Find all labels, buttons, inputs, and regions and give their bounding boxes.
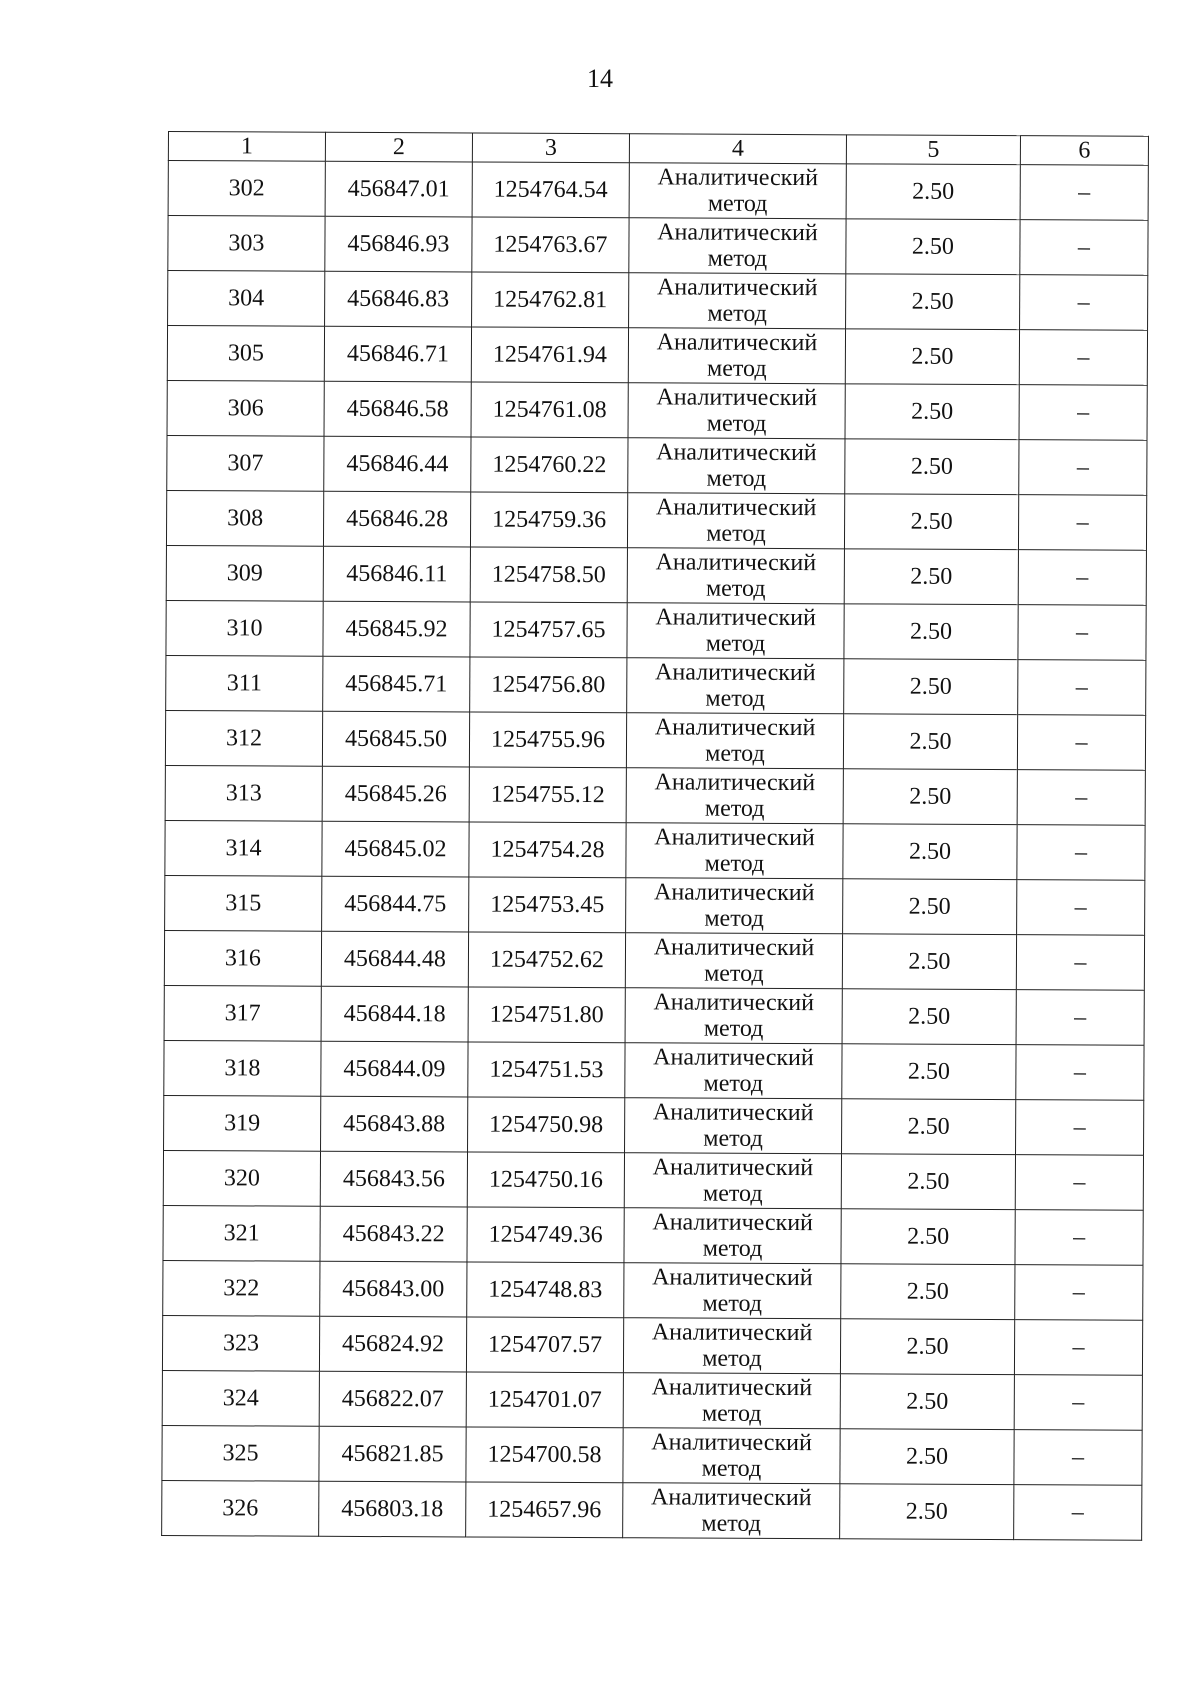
description-cell: – xyxy=(1017,770,1145,826)
method-line-2: метод xyxy=(706,465,767,492)
accuracy-cell: 2.50 xyxy=(846,164,1020,220)
x-coordinate-cell: 456847.01 xyxy=(325,161,472,217)
description-cell: – xyxy=(1014,1320,1142,1376)
point-number-cell: 302 xyxy=(168,161,325,217)
point-number-cell: 315 xyxy=(165,875,322,931)
point-number-cell: 312 xyxy=(165,710,322,766)
y-coordinate-cell: 1254757.65 xyxy=(470,602,627,658)
accuracy-cell: 2.50 xyxy=(840,1429,1014,1485)
x-coordinate-cell: 456843.88 xyxy=(321,1096,468,1152)
method-line-1: Аналитический xyxy=(653,879,815,907)
method-line-1: Аналитический xyxy=(653,934,815,962)
x-coordinate-cell: 456846.83 xyxy=(325,271,472,327)
accuracy-cell: 2.50 xyxy=(842,934,1016,990)
description-cell: – xyxy=(1015,1155,1143,1211)
table-row xyxy=(167,326,1147,386)
table-row xyxy=(168,161,1148,221)
method-line-2: метод xyxy=(703,1070,764,1097)
table-row xyxy=(162,1315,1142,1375)
method-line-2: метод xyxy=(701,1400,762,1427)
description-cell: – xyxy=(1015,1265,1143,1321)
method-line-2: метод xyxy=(701,1510,762,1537)
method-cell xyxy=(626,878,843,934)
y-coordinate-cell: 1254751.53 xyxy=(468,1042,625,1098)
table-row xyxy=(163,1205,1143,1265)
accuracy-cell: 2.50 xyxy=(843,879,1017,935)
description-cell: – xyxy=(1014,1430,1142,1486)
coordinates-table xyxy=(161,131,1149,1541)
x-coordinate-cell: 456845.92 xyxy=(323,601,470,657)
point-number-cell: 314 xyxy=(165,820,322,876)
description-cell: – xyxy=(1019,330,1147,386)
y-coordinate-cell: 1254762.81 xyxy=(472,272,629,328)
y-coordinate-cell: 1254755.96 xyxy=(469,712,626,768)
x-coordinate-cell: 456845.26 xyxy=(322,766,469,822)
accuracy-cell: 2.50 xyxy=(840,1319,1014,1375)
description-cell: – xyxy=(1018,495,1146,551)
point-number-cell: 311 xyxy=(166,655,323,711)
description-cell: – xyxy=(1020,220,1148,276)
table-row xyxy=(168,216,1148,276)
table-row xyxy=(167,380,1147,440)
table-row xyxy=(164,930,1144,990)
table-row xyxy=(164,1040,1144,1100)
point-number-cell: 319 xyxy=(164,1095,321,1151)
x-coordinate-cell: 456846.28 xyxy=(323,491,470,547)
method-line-2: метод xyxy=(705,630,766,657)
description-cell: – xyxy=(1016,935,1144,991)
method-line-2: метод xyxy=(704,960,764,987)
method-line-2: метод xyxy=(702,1345,762,1372)
method-line-1: Аналитический xyxy=(656,274,818,302)
description-cell: – xyxy=(1017,880,1145,936)
description-cell: – xyxy=(1016,1100,1144,1156)
accuracy-cell: 2.50 xyxy=(844,549,1018,605)
x-coordinate-cell: 456846.58 xyxy=(324,381,471,437)
header-col-3: 3 xyxy=(472,133,629,163)
method-cell xyxy=(627,658,844,714)
method-line-2: метод xyxy=(704,795,765,822)
method-cell xyxy=(627,493,844,549)
method-cell xyxy=(625,933,842,989)
table-row xyxy=(166,600,1146,660)
point-number-cell: 324 xyxy=(162,1370,319,1426)
x-coordinate-cell: 456845.71 xyxy=(323,656,470,712)
x-coordinate-cell: 456822.07 xyxy=(319,1371,466,1427)
description-cell: – xyxy=(1015,1210,1143,1266)
table-row xyxy=(165,875,1145,935)
point-number-cell: 321 xyxy=(163,1205,320,1261)
y-coordinate-cell: 1254764.54 xyxy=(472,162,629,218)
method-line-2: метод xyxy=(701,1455,762,1482)
header-col-1: 1 xyxy=(168,132,325,162)
method-line-1: Аналитический xyxy=(655,494,817,522)
method-cell xyxy=(625,1043,842,1099)
x-coordinate-cell: 456844.18 xyxy=(321,986,468,1042)
table-body xyxy=(162,161,1149,1541)
table-row xyxy=(166,655,1146,715)
accuracy-cell: 2.50 xyxy=(845,384,1019,440)
x-coordinate-cell: 456824.92 xyxy=(319,1316,466,1372)
x-coordinate-cell: 456843.00 xyxy=(320,1261,467,1317)
table-header xyxy=(168,132,1148,166)
table-row xyxy=(166,490,1146,550)
method-line-1: Аналитический xyxy=(656,439,817,467)
x-coordinate-cell: 456843.22 xyxy=(320,1206,467,1262)
table-row xyxy=(163,1260,1143,1320)
method-cell xyxy=(626,713,843,769)
table-row xyxy=(165,820,1145,880)
method-line-1: Аналитический xyxy=(651,1319,813,1347)
method-line-2: метод xyxy=(702,1180,763,1207)
method-line-1: Аналитический xyxy=(655,604,816,632)
y-coordinate-cell: 1254756.80 xyxy=(470,657,627,713)
method-line-2: метод xyxy=(707,245,768,272)
method-line-1: Аналитический xyxy=(656,329,818,357)
y-coordinate-cell: 1254752.62 xyxy=(468,932,625,988)
method-line-1: Аналитический xyxy=(650,1484,812,1512)
method-line-2: метод xyxy=(707,190,768,217)
point-number-cell: 320 xyxy=(163,1150,320,1206)
y-coordinate-cell: 1254754.28 xyxy=(469,822,626,878)
accuracy-cell: 2.50 xyxy=(845,439,1019,495)
method-line-2: метод xyxy=(706,410,767,437)
x-coordinate-cell: 456844.09 xyxy=(321,1041,468,1097)
method-line-1: Аналитический xyxy=(655,659,816,687)
accuracy-cell: 2.50 xyxy=(846,219,1020,275)
method-line-2: метод xyxy=(704,905,764,932)
y-coordinate-cell: 1254760.22 xyxy=(471,437,628,493)
y-coordinate-cell: 1254707.57 xyxy=(466,1317,623,1373)
y-coordinate-cell: 1254700.58 xyxy=(466,1427,623,1483)
method-line-2: метод xyxy=(707,300,767,327)
method-cell xyxy=(628,328,845,384)
method-cell xyxy=(625,1098,842,1154)
x-coordinate-cell: 456803.18 xyxy=(319,1481,466,1537)
method-cell xyxy=(623,1483,840,1539)
accuracy-cell: 2.50 xyxy=(842,1099,1016,1155)
method-line-1: Аналитический xyxy=(654,769,816,797)
accuracy-cell: 2.50 xyxy=(842,1044,1016,1100)
description-cell: – xyxy=(1016,990,1144,1046)
method-cell xyxy=(627,548,844,604)
point-number-cell: 310 xyxy=(166,600,323,656)
y-coordinate-cell: 1254748.83 xyxy=(467,1262,624,1318)
method-line-1: Аналитический xyxy=(651,1429,812,1457)
method-cell xyxy=(623,1318,840,1374)
description-cell: – xyxy=(1017,825,1145,881)
table-row xyxy=(164,1095,1144,1155)
table-row xyxy=(165,765,1145,825)
point-number-cell: 306 xyxy=(167,380,324,436)
method-line-2: метод xyxy=(702,1290,763,1317)
method-line-1: Аналитический xyxy=(655,549,817,577)
method-line-1: Аналитический xyxy=(652,1099,814,1127)
description-cell: – xyxy=(1019,385,1147,441)
accuracy-cell: 2.50 xyxy=(843,824,1017,880)
y-coordinate-cell: 1254750.98 xyxy=(468,1097,625,1153)
method-line-2: метод xyxy=(705,740,765,767)
y-coordinate-cell: 1254758.50 xyxy=(470,547,627,603)
description-cell: – xyxy=(1020,165,1148,221)
method-line-1: Аналитический xyxy=(657,164,819,192)
method-line-2: метод xyxy=(703,1015,764,1042)
method-line-2: метод xyxy=(706,520,766,547)
y-coordinate-cell: 1254755.12 xyxy=(469,767,626,823)
accuracy-cell: 2.50 xyxy=(841,1264,1015,1320)
method-line-1: Аналитический xyxy=(652,1154,814,1182)
accuracy-cell: 2.50 xyxy=(844,494,1018,550)
y-coordinate-cell: 1254701.07 xyxy=(466,1372,623,1428)
method-cell xyxy=(626,823,843,879)
method-line-2: метод xyxy=(704,850,765,877)
description-cell: – xyxy=(1018,605,1146,661)
point-number-cell: 317 xyxy=(164,985,321,1041)
table-row xyxy=(162,1480,1142,1540)
x-coordinate-cell: 456843.56 xyxy=(320,1151,467,1207)
method-line-2: метод xyxy=(705,685,766,712)
table-row xyxy=(162,1370,1142,1430)
point-number-cell: 308 xyxy=(166,490,323,546)
y-coordinate-cell: 1254753.45 xyxy=(469,877,626,933)
page-number: 14 xyxy=(587,64,613,93)
point-number-cell: 305 xyxy=(167,326,324,382)
point-number-cell: 309 xyxy=(166,545,323,601)
method-cell xyxy=(624,1208,841,1264)
table-row xyxy=(164,985,1144,1045)
table-row xyxy=(165,710,1145,770)
method-cell xyxy=(625,988,842,1044)
point-number-cell: 325 xyxy=(162,1425,319,1481)
x-coordinate-cell: 456846.11 xyxy=(323,546,470,602)
x-coordinate-cell: 456845.50 xyxy=(322,711,469,767)
method-line-1: Аналитический xyxy=(652,1209,813,1237)
header-col-6: 6 xyxy=(1020,136,1148,166)
accuracy-cell: 2.50 xyxy=(846,274,1020,330)
description-cell: – xyxy=(1020,275,1148,331)
point-number-cell: 318 xyxy=(164,1040,321,1096)
method-line-1: Аналитический xyxy=(651,1374,813,1402)
point-number-cell: 304 xyxy=(168,271,325,327)
point-number-cell: 323 xyxy=(162,1315,319,1371)
header-row xyxy=(168,132,1148,166)
method-line-2: метод xyxy=(707,355,767,382)
method-line-1: Аналитический xyxy=(654,714,816,742)
x-coordinate-cell: 456844.75 xyxy=(322,876,469,932)
method-cell xyxy=(626,768,843,824)
accuracy-cell: 2.50 xyxy=(843,769,1017,825)
y-coordinate-cell: 1254763.67 xyxy=(472,217,629,273)
method-line-2: метод xyxy=(705,575,766,602)
description-cell: – xyxy=(1017,715,1145,771)
y-coordinate-cell: 1254751.80 xyxy=(468,987,625,1043)
x-coordinate-cell: 456846.93 xyxy=(325,216,472,272)
method-cell xyxy=(624,1263,841,1319)
y-coordinate-cell: 1254750.16 xyxy=(467,1152,624,1208)
accuracy-cell: 2.50 xyxy=(843,714,1017,770)
table-row xyxy=(166,545,1146,605)
table-row xyxy=(163,1150,1143,1210)
method-cell xyxy=(628,383,845,439)
description-cell: – xyxy=(1018,550,1146,606)
method-line-1: Аналитический xyxy=(656,384,818,412)
accuracy-cell: 2.50 xyxy=(845,329,1019,385)
point-number-cell: 322 xyxy=(163,1260,320,1316)
accuracy-cell: 2.50 xyxy=(841,1209,1015,1265)
method-line-1: Аналитический xyxy=(653,989,815,1017)
method-cell xyxy=(623,1373,840,1429)
table-row xyxy=(167,435,1147,495)
accuracy-cell: 2.50 xyxy=(841,1154,1015,1210)
table-row xyxy=(168,271,1148,331)
header-col-4: 4 xyxy=(629,134,846,164)
method-line-1: Аналитический xyxy=(654,824,815,852)
description-cell: – xyxy=(1016,1045,1144,1101)
method-cell xyxy=(629,273,846,329)
y-coordinate-cell: 1254761.94 xyxy=(471,327,628,383)
method-line-1: Аналитический xyxy=(657,219,818,247)
method-line-2: метод xyxy=(702,1235,763,1262)
method-cell xyxy=(628,438,845,494)
method-line-1: Аналитический xyxy=(653,1044,814,1072)
method-cell xyxy=(627,603,844,659)
point-number-cell: 316 xyxy=(164,930,321,986)
y-coordinate-cell: 1254749.36 xyxy=(467,1207,624,1263)
method-line-2: метод xyxy=(703,1125,763,1152)
method-cell xyxy=(624,1153,841,1209)
x-coordinate-cell: 456845.02 xyxy=(322,821,469,877)
x-coordinate-cell: 456821.85 xyxy=(319,1426,466,1482)
x-coordinate-cell: 456846.71 xyxy=(324,326,471,382)
point-number-cell: 307 xyxy=(167,435,324,491)
point-number-cell: 326 xyxy=(162,1480,319,1536)
accuracy-cell: 2.50 xyxy=(844,659,1018,715)
point-number-cell: 303 xyxy=(168,216,325,272)
table-row xyxy=(162,1425,1142,1485)
accuracy-cell: 2.50 xyxy=(842,989,1016,1045)
description-cell: – xyxy=(1018,660,1146,716)
header-col-5: 5 xyxy=(846,135,1020,165)
y-coordinate-cell: 1254759.36 xyxy=(470,492,627,548)
description-cell: – xyxy=(1019,440,1147,496)
accuracy-cell: 2.50 xyxy=(840,1484,1014,1540)
method-cell xyxy=(629,163,846,219)
y-coordinate-cell: 1254657.96 xyxy=(466,1482,623,1538)
x-coordinate-cell: 456846.44 xyxy=(324,436,471,492)
accuracy-cell: 2.50 xyxy=(844,604,1018,660)
description-cell: – xyxy=(1014,1485,1142,1541)
header-col-2: 2 xyxy=(325,132,472,162)
point-number-cell: 313 xyxy=(165,765,322,821)
method-line-1: Аналитический xyxy=(652,1264,813,1292)
x-coordinate-cell: 456844.48 xyxy=(321,931,468,987)
method-cell xyxy=(629,218,846,274)
description-cell: – xyxy=(1014,1375,1142,1431)
accuracy-cell: 2.50 xyxy=(840,1374,1014,1430)
method-cell xyxy=(623,1428,840,1484)
y-coordinate-cell: 1254761.08 xyxy=(471,382,628,438)
